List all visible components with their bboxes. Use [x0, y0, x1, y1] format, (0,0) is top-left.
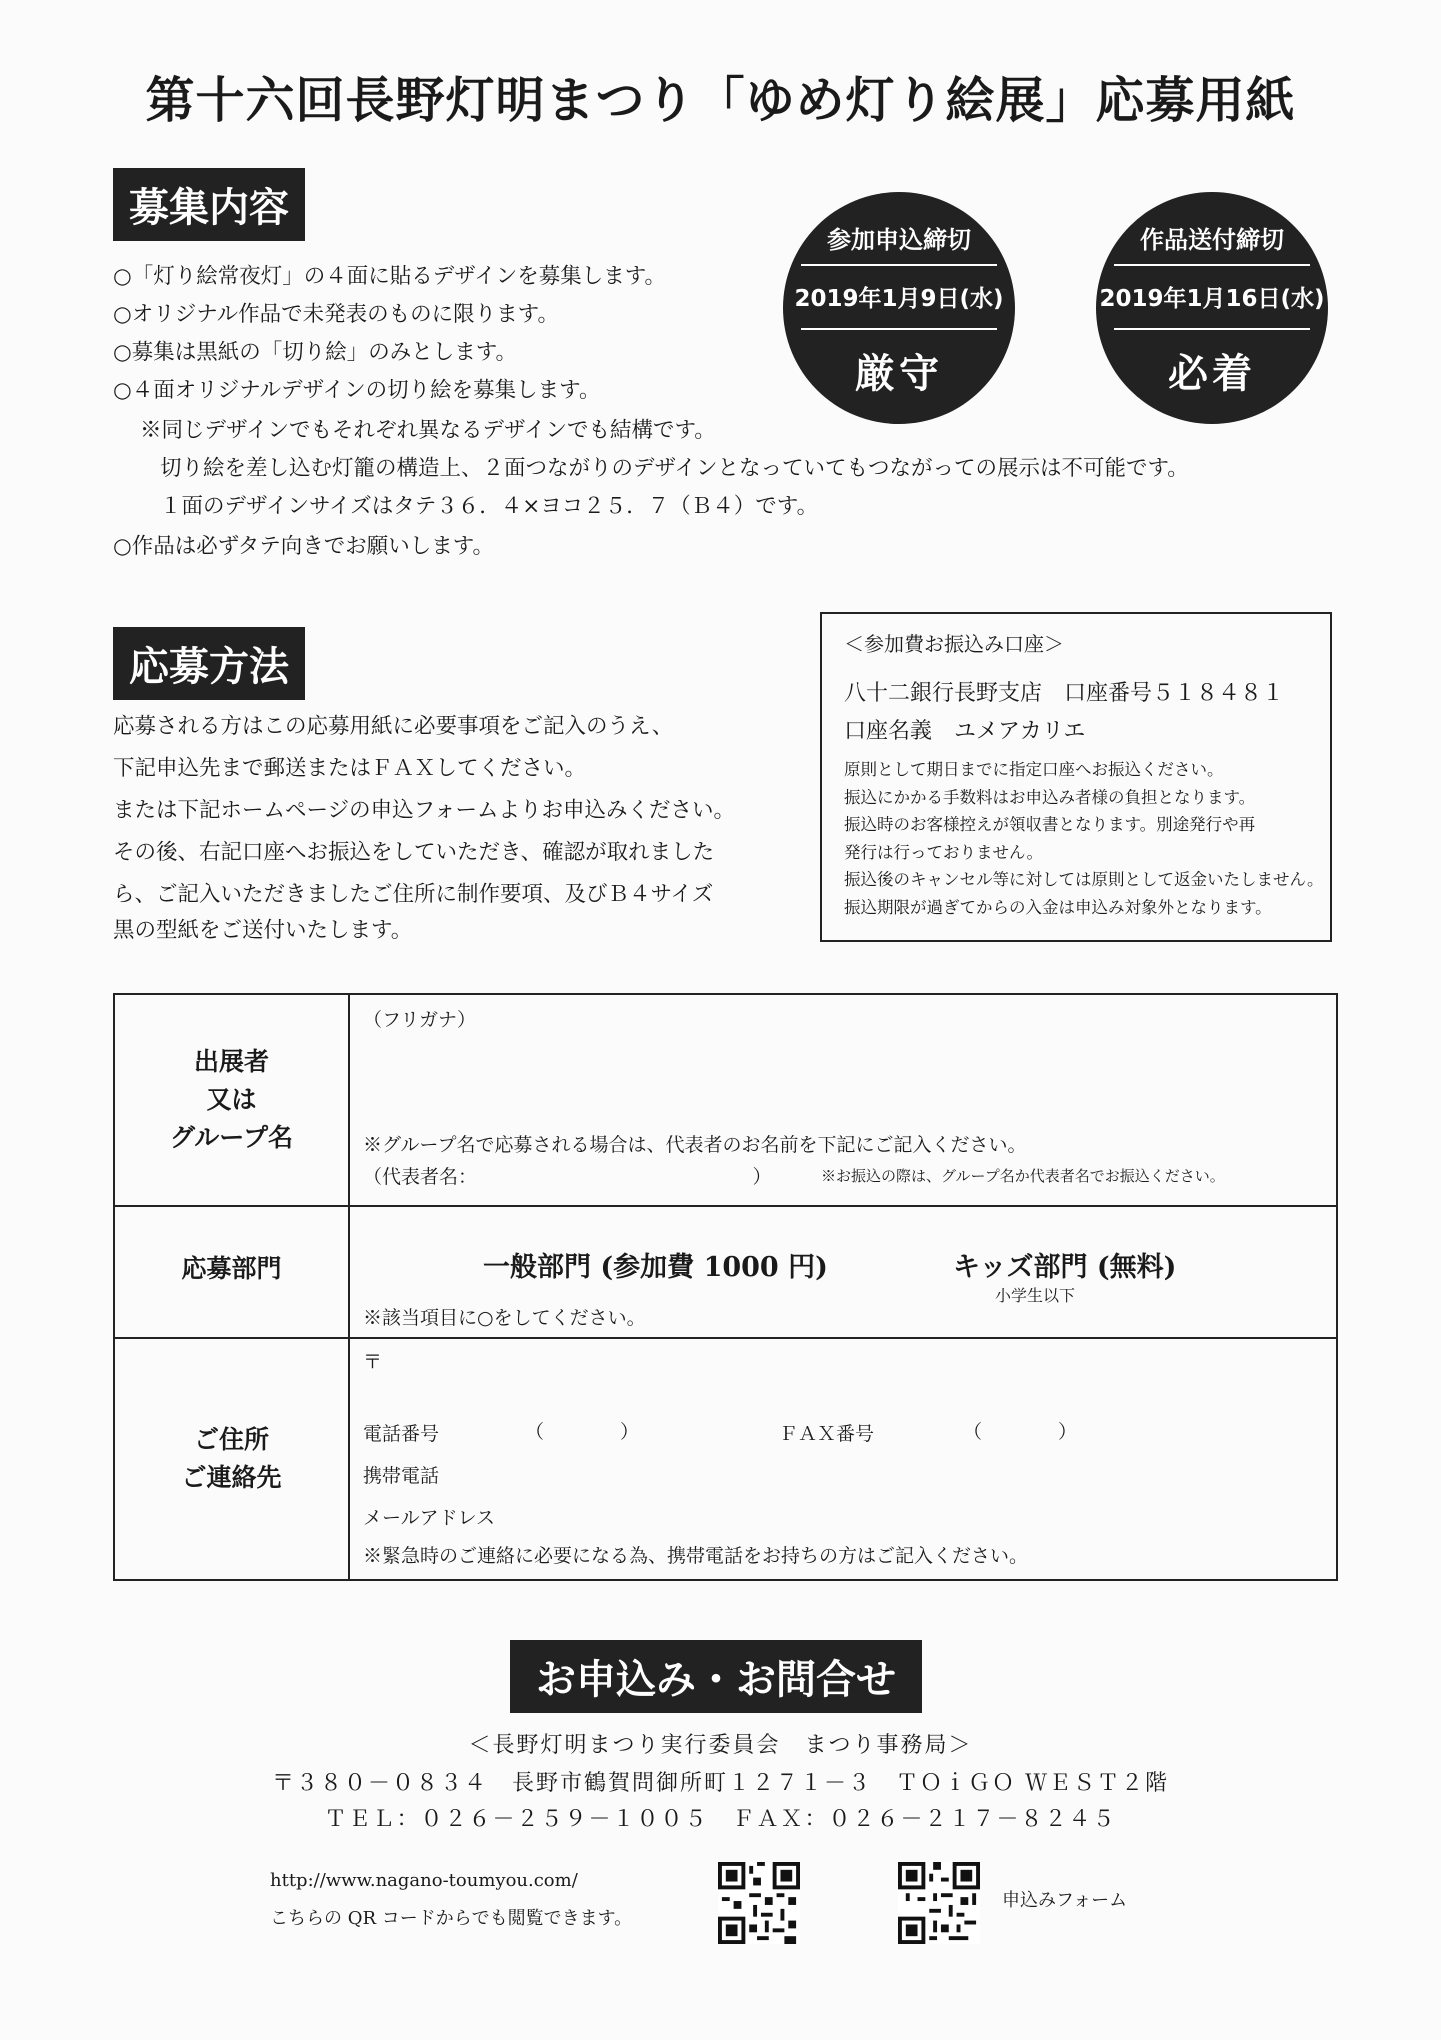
- deadline-entry-badge: [783, 192, 1015, 424]
- category-kids-option[interactable]: キッズ部門 (無料): [953, 1252, 1177, 1283]
- bank-heading: ＜参加費お振込み口座＞: [844, 632, 1064, 656]
- qr-note: こちらの QR コードからでも閲覧できます。: [270, 1908, 633, 1929]
- deadline-label: 参加申込締切: [827, 226, 971, 254]
- bank-note: 振込期限が過ぎてからの入金は申込み対象外となります。: [844, 897, 1272, 917]
- method-line: 黒の型紙をご送付いたします。: [113, 918, 413, 943]
- phone-label: 電話番号: [363, 1423, 440, 1445]
- form-qr-label: 申込みフォーム: [1002, 1890, 1128, 1911]
- deadline-work-badge: [1096, 192, 1328, 424]
- furigana-field[interactable]: （フリガナ）: [363, 1009, 477, 1031]
- kids-note: 小学生以下: [995, 1286, 1076, 1305]
- deadline-date: 2019年1月16日(水): [1099, 286, 1325, 312]
- method-line: 応募される方はこの応募用紙に必要事項をご記入のうえ、: [113, 714, 674, 739]
- bank-account-box: [820, 612, 1332, 942]
- recruit-line: 切り絵を差し込む灯籠の構造上、２面つながりのデザインとなっていてもつながっての展示は不可能です。: [160, 456, 1189, 481]
- organizer: ＜長野灯明まつり実行委員会 まつり事務局＞: [468, 1733, 973, 1758]
- page-title: 第十六回長野灯明まつり「ゆめ灯り絵展」応募用紙: [145, 71, 1296, 129]
- bank-note: 振込にかかる手数料はお申込み者様の負担となります。: [844, 787, 1256, 807]
- office-address: 〒３８０－０８３４ 長野市鶴賀問御所町１２７１－３ ＴＯｉＧＯ ＷＥＳＴ２階: [272, 1771, 1169, 1796]
- method-line: ら、ご記入いただきましたご住所に制作要項、及びＢ４サイズ: [113, 882, 714, 907]
- recruit-heading: 募集内容: [113, 168, 305, 241]
- fax-field[interactable]: （ ）: [963, 1421, 1078, 1443]
- category-note: ※該当項目に○をしてください。: [363, 1307, 646, 1329]
- group-note: ※グループ名で応募される場合は、代表者のお名前を下記にご記入ください。: [363, 1134, 1027, 1156]
- bank-notes: [844, 756, 1324, 921]
- method-line: 下記申込先まで郵送またはＦＡＸしてください。: [113, 756, 587, 781]
- deadline-note: 必着: [1168, 351, 1256, 397]
- form-qr-code[interactable]: [898, 1862, 980, 1944]
- bank-note: 振込時のお客様控えが領収書となります。別途発行や再: [844, 815, 1256, 834]
- contact-heading: お申込み・お問合せ: [510, 1640, 922, 1713]
- website-qr-code[interactable]: [718, 1862, 800, 1944]
- method-line: その後、右記口座へお振込をしていただき、確認が取れました: [113, 840, 715, 865]
- representative-field[interactable]: （代表者名： ）: [363, 1166, 772, 1188]
- recruit-line: ○４面オリジナルデザインの切り絵を募集します。: [113, 378, 601, 403]
- exhibitor-header: 出展者 又は グループ名: [169, 1047, 293, 1152]
- method-heading: 応募方法: [113, 627, 305, 700]
- emergency-note: ※緊急時のご連絡に必要になる為、携帯電話をお持ちの方はご記入ください。: [363, 1545, 1029, 1567]
- phone-field[interactable]: （ ）: [525, 1421, 640, 1443]
- recruit-line: ○募集は黒紙の「切り絵」のみとします。: [113, 340, 518, 365]
- fax-label: ＦＡＸ番号: [779, 1423, 875, 1445]
- tel-fax: ＴＥＬ：０２６－２５９－１００５ ＦＡＸ：０２６－２１７－８２４５: [324, 1807, 1117, 1832]
- bank-branch-account: 八十二銀行長野支店 口座番号５１８４８１: [844, 681, 1285, 706]
- recruit-line: ※同じデザインでもそれぞれ異なるデザインでも結構です。: [140, 418, 716, 443]
- recruit-line: ○オリジナル作品で未発表のものに限ります。: [113, 302, 559, 327]
- method-line: または下記ホームページの申込フォームよりお申込みください。: [113, 798, 735, 823]
- recruit-line: ○作品は必ずタテ向きでお願いします。: [113, 534, 495, 559]
- bank-note: 発行は行っておりません。: [844, 842, 1043, 862]
- postal-field[interactable]: 〒: [363, 1351, 383, 1373]
- category-header: 応募部門: [181, 1254, 282, 1283]
- category-general-option[interactable]: 一般部門 (参加費 1000 円): [483, 1252, 828, 1283]
- recruit-line: ○「灯り絵常夜灯」の４面に貼るデザインを募集します。: [113, 264, 667, 289]
- recruit-line: １面のデザインサイズはタテ３６．４×ヨコ２５．７（Ｂ４）です。: [160, 494, 819, 519]
- application-form-table: [113, 993, 1338, 1581]
- email-field[interactable]: メールアドレス: [363, 1507, 496, 1529]
- bank-note: 振込後のキャンセル等に対しては原則として返金いたしません。: [844, 870, 1324, 889]
- transfer-name-note: ※お振込の際は、グループ名か代表者名でお振込ください。: [821, 1167, 1225, 1185]
- address-header: ご住所 ご連絡先: [181, 1425, 282, 1492]
- bank-account-holder: 口座名義 ユメアカリエ: [844, 719, 1086, 744]
- bank-note: 原則として期日までに指定口座へお振込ください。: [844, 760, 1224, 779]
- deadline-date: 2019年1月9日(水): [794, 286, 1004, 312]
- deadline-note: 厳守: [855, 351, 943, 397]
- deadline-label: 作品送付締切: [1140, 226, 1284, 254]
- website-link[interactable]: http://www.nagano-toumyou.com/: [270, 1870, 578, 1891]
- mobile-field[interactable]: 携帯電話: [363, 1465, 440, 1487]
